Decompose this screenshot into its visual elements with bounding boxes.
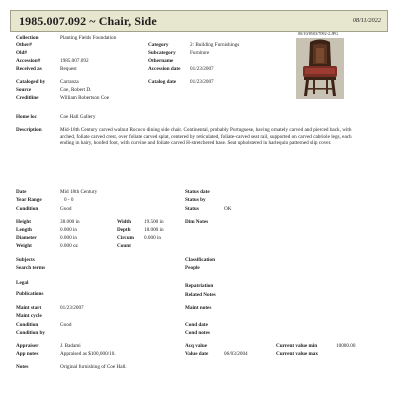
received-as-value: Bequest [60, 66, 77, 72]
width-label: Width [117, 219, 132, 225]
collection-label: Collection [16, 35, 39, 41]
width-value: 19.500 in [144, 219, 164, 225]
weight-label: Weight [16, 243, 32, 249]
value-date-label: Value date [185, 351, 209, 357]
notes-label: Notes [16, 364, 29, 370]
condition-value: Good [60, 206, 72, 212]
subcategory-value: Furniture [190, 50, 210, 56]
current-value-min-value: 10000.00 [336, 343, 356, 349]
weight-value: 0.000 oz [60, 243, 78, 249]
accession-date-label: Accession date [148, 66, 181, 72]
height-value: 38.000 in [60, 219, 80, 225]
count-label: Count [117, 243, 131, 249]
other-number-label: Other# [16, 42, 32, 48]
accession-value: 1985.007.092 [60, 58, 89, 64]
length-label: Length [16, 227, 32, 233]
received-as-label: Received as [16, 66, 42, 72]
dim-notes-label: Dim Notes [185, 219, 209, 225]
subcategory-label: Subcategory [148, 50, 176, 56]
legal-label: Legal [16, 280, 29, 286]
accession-label: Accession# [16, 58, 41, 64]
current-value-max-label: Current value max [276, 351, 318, 357]
depth-value: 18.000 in [144, 227, 164, 233]
object-photo[interactable] [296, 38, 344, 99]
chair-image-icon [296, 38, 344, 99]
publications-label: Publications [16, 291, 44, 297]
category-value: 2: Building Furnishings [190, 42, 240, 48]
subjects-label: Subjects [16, 257, 35, 263]
app-notes-label: App notes [16, 351, 39, 357]
current-value-min-label: Current value min [276, 343, 318, 349]
maint-start-label: Maint start [16, 305, 42, 311]
cataloged-by-value: Carranza [60, 79, 79, 85]
condition-label: Condition [16, 206, 39, 212]
cond-notes-label: Cond notes [185, 330, 210, 336]
home-loc-label: Home loc [16, 114, 37, 120]
cond-date-label: Cond date [185, 322, 208, 328]
condition-by-label: Condition by [16, 330, 45, 336]
maint-start-value: 01/23/2007 [60, 305, 84, 311]
date-value: Mid 18th Century [60, 189, 98, 195]
condition2-value: Good [60, 322, 72, 328]
creditline-value: William Robertson Coe [60, 95, 110, 101]
source-value: Coe, Robert D. [60, 87, 92, 93]
record-header [10, 10, 388, 32]
description-label: Description [16, 127, 42, 133]
othername-label: Othername [148, 58, 174, 64]
app-notes-value: Appraised as $100,000/10. [60, 351, 116, 357]
category-label: Category [148, 42, 169, 48]
date-label: Date [16, 189, 27, 195]
related-notes-label: Related Notes [185, 292, 216, 298]
print-date: 08/11/2022 [352, 17, 381, 24]
diameter-label: Diameter [16, 235, 37, 241]
collection-value: Planting Fields Foundation [60, 35, 117, 41]
creditline-label: Creditline [16, 95, 39, 101]
diameter-value: 0.000 in [60, 235, 78, 241]
catalog-date-label: Catalog date [148, 79, 177, 85]
year-range-value: 0 - 0 [64, 197, 74, 203]
search-terms-label: Search terms [16, 265, 46, 271]
year-range-label: Year Range [16, 197, 42, 203]
repatriation-label: Repatriation [185, 283, 214, 289]
record-title: 1985.007.092 ~ Chair, Side [19, 14, 157, 28]
appraiser-value: J. Badami [60, 343, 81, 349]
maint-cycle-label: Maint cycle [16, 313, 42, 319]
photo-caption: 00/10/8503/7092-2.JPG [298, 31, 339, 36]
maint-notes-label: Maint notes [185, 305, 212, 311]
description-value: Mid-18th Century carved walnut Rococo dining side chair. Continental, probably Portuguese, having ornately carved and pierced back, with arched, foliate carved crest, over foliate carved splat, centered by reticulated, foliate-carved seat rail, supported on carved cabriole legs, each ending in hairy, hoofed foot, with curvine and foliate carved H-stretchered base. Seat upholstered in harlequin patterned slip cover. [60, 127, 352, 147]
notes-value: Original furnishing of Coe Hall. [60, 364, 127, 370]
source-label: Source [16, 87, 32, 93]
status-label: Status [185, 206, 199, 212]
acq-value-label: Acq value [185, 343, 208, 349]
old-number-label: Old# [16, 50, 27, 56]
status-date-label: Status date [185, 189, 210, 195]
height-label: Height [16, 219, 31, 225]
circum-value: 0.000 in [144, 235, 162, 241]
people-label: People [185, 265, 200, 271]
status-by-label: Status by [185, 197, 206, 203]
status-value: OK [224, 206, 232, 212]
circum-label: Circum [117, 235, 134, 241]
accession-date-value: 01/23/2007 [190, 66, 214, 72]
value-date-value: 06/03/2004 [224, 351, 248, 357]
appraiser-label: Appraiser [16, 343, 39, 349]
catalog-date-value: 01/23/2007 [190, 79, 214, 85]
home-loc-value: Coe Hall Gallery [60, 114, 96, 120]
condition2-label: Condition [16, 322, 39, 328]
cataloged-by-label: Cataloged by [16, 79, 46, 85]
length-value: 0.000 in [60, 227, 78, 233]
depth-label: Depth [117, 227, 131, 233]
classification-label: Classification [185, 257, 215, 263]
